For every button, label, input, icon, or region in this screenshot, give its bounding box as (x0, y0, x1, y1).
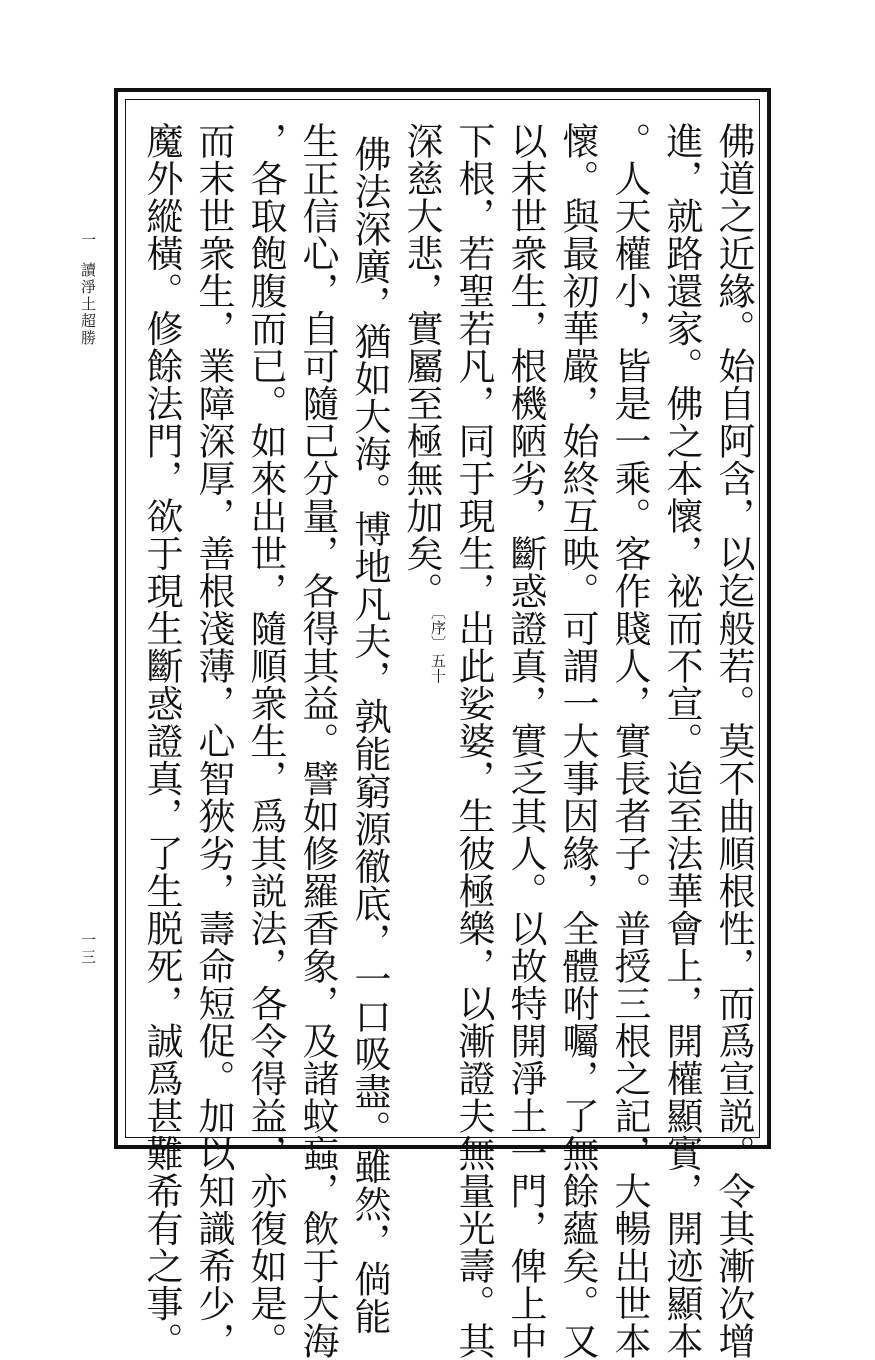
source-note-title: 〔序〕 (429, 611, 447, 651)
text-column-2: 進，就路還家。佛之本懷，祕而不宣。迨至法華會上，開權顯實，開迹顯本 (660, 122, 703, 1360)
text-column-5: 以末世衆生，根機陋劣，斷惑證真，實乏其人。以故特開淨土一門，俾上中 (504, 122, 547, 1360)
text-column-1: 佛道之近緣。始自阿含，以迄般若。莫不曲順根性，而爲宣説。令其漸次增 (712, 122, 755, 1360)
text-column-7 (396, 122, 446, 1122)
text-column-3: 。人天權小，皆是一乘。客作賤人，實長者子。普授三根之記，大暢出世本 (608, 122, 651, 1360)
text-column-6: 下根，若聖若凡，同于現生，出此娑婆，生彼極樂，以漸證夫無量光壽。其 (452, 122, 495, 1360)
text-column-11: 而末世衆生，業障深厚，善根淺薄，心智狹劣，壽命短促。加以知識希少， (192, 122, 235, 1360)
margin-book-title: 讀淨土超勝 (79, 262, 97, 347)
page-number: 一三 (79, 932, 97, 966)
source-note (429, 612, 447, 651)
text-column-10: ，各取飽腹而已。如來出世，隨順衆生，爲其説法，各令得益，亦復如是。 (244, 122, 287, 1360)
text-column-8-body: 佛法深廣，猶如大海。博地凡夫，孰能窮源徹底，一口吸盡。雖然，倘能 (348, 135, 391, 1335)
margin-top-mark: 一 (79, 232, 97, 249)
source-note-number: 五十 (429, 652, 447, 684)
text-column-9: 生正信心，自可隨己分量，各得其益。譬如修羅香象，及諸蚊蝱，飲于大海 (296, 122, 339, 1360)
text-column-4: 懷。與最初華嚴，始終互映。可謂一大事因緣，全體咐囑，了無餘蘊矣。又 (556, 122, 599, 1360)
text-column-7-body: 深慈大悲，實屬至極無加矣。 (400, 122, 443, 610)
text-column-8 (344, 122, 394, 1335)
text-column-12: 魔外縱橫。修餘法門，欲于現生斷惑證真，了生脱死，誠爲甚難希有之事。 (140, 122, 183, 1360)
body-text (132, 122, 755, 1360)
